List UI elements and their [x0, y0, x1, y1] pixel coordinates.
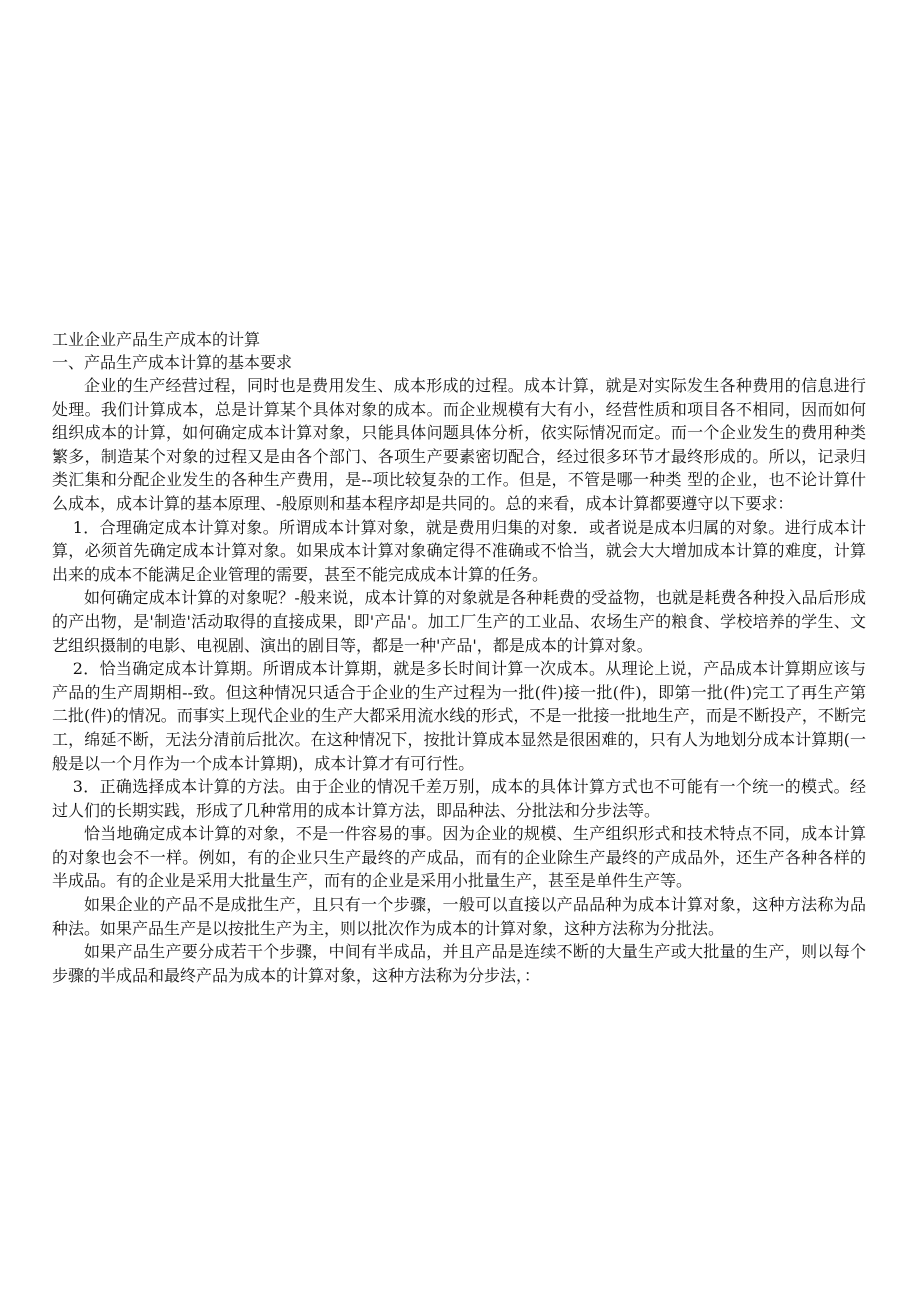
paragraph-requirement-2: 2．恰当确定成本计算期。所谓成本计算期，就是多长时间计算一次成本。从理论上说，产品成本计算期应该与产品的生产周期相--致。但这种情况只适合于企业的生产过程为一批(件)接一批(件)，即第一批(件)完工了再生产第二批(件)的情况。而事实上现代企业的生产大都采用流水线的形式，不是一批接一批地生产，而是不断投产，不断完工，绵延不断，无法分清前后批次。在这种情况下，按批计算成本显然是很困难的，只有人为地划分成本计算期(一般是以一个月作为一个成本计算期)，成本计算才有可行性。 [52, 659, 866, 773]
section-heading: 一、产品生产成本计算的基本要求 [52, 353, 293, 372]
paragraph-product-method: 如果企业的产品不是成批生产，且只有一个步骤，一般可以直接以产品品种为成本计算对象，这种方法称为品种法。如果产品生产是以按批生产为主，则以批次作为成本的计算对象，这种方法称为分批法。 [52, 895, 866, 938]
paragraph-requirement-3: 3．正确选择成本计算的方法。由于企业的情况千差万别，成本的具体计算方式也不可能有一个统一的模式。经过人们的长期实践，形成了几种常用的成本计算方法，即品种法、分批法和分步法等。 [52, 777, 866, 820]
paragraph-object-explanation: 如何确定成本计算的对象呢？-般来说，成本计算的对象就是各种耗费的受益物，也就是耗费各种投入品后形成的产出物，是'制造'活动取得的直接成果，即'产品'。加工厂生产的工业品、农场生产的粮食、学校培养的学生、文艺组织摄制的电影、电视剧、演出的剧目等，都是一种'产品'，都是成本的计算对象。 [52, 588, 866, 655]
document-title: 工业企业产品生产成本的计算 [52, 330, 261, 349]
paragraph-step-method: 如果产品生产要分成若干个步骤，中间有半成品，并且产品是连续不断的大量生产或大批量的生产，则以每个步骤的半成品和最终产品为成本的计算对象，这种方法称为分步法，： [52, 942, 866, 985]
paragraph-intro: 企业的生产经营过程，同时也是费用发生、成本形成的过程。成本计算，就是对实际发生各种费用的信息进行处理。我们计算成本，总是计算某个具体对象的成本。而企业规模有大有小，经营性质和项目各不相同，因而如何组织成本的计算，如何确定成本计算对象，只能具体问题具体分析，依实际情况而定。而一个企业发生的费用种类繁多，制造某个对象的过程又是由各个部门、各项生产要素密切配合，经过很多环节才最终形成的。所以，记录归类汇集和分配企业发生的各种生产费用，是--项比较复杂的工作。但是，不管是哪一种类 型的企业，也不论计算什么成本，成本计算的基本原理、-般原则和基本程序却是共同的。总的来看，成本计算都要遵守以下要求： [52, 376, 866, 513]
document-page [52, 328, 866, 987]
paragraph-object-difficulty: 恰当地确定成本计算的对象，不是一件容易的事。因为企业的规模、生产组织形式和技术特点不同，成本计算的对象也会不一样。例如，有的企业只生产最终的产成品，而有的企业除生产最终的产成品外，还生产各种各样的半成品。有的企业是采用大批量生产，而有的企业是采用小批量生产，甚至是单件生产等。 [52, 824, 866, 891]
paragraph-requirement-1: 1．合理确定成本计算对象。所谓成本计算对象，就是费用归集的对象．或者说是成本归属的对象。进行成本计算，必须首先确定成本计算对象。如果成本计算对象确定得不准确或不恰当，就会大大增加成本计算的难度，计算出来的成本不能满足企业管理的需要，甚至不能完成成本计算的任务。 [52, 517, 866, 584]
